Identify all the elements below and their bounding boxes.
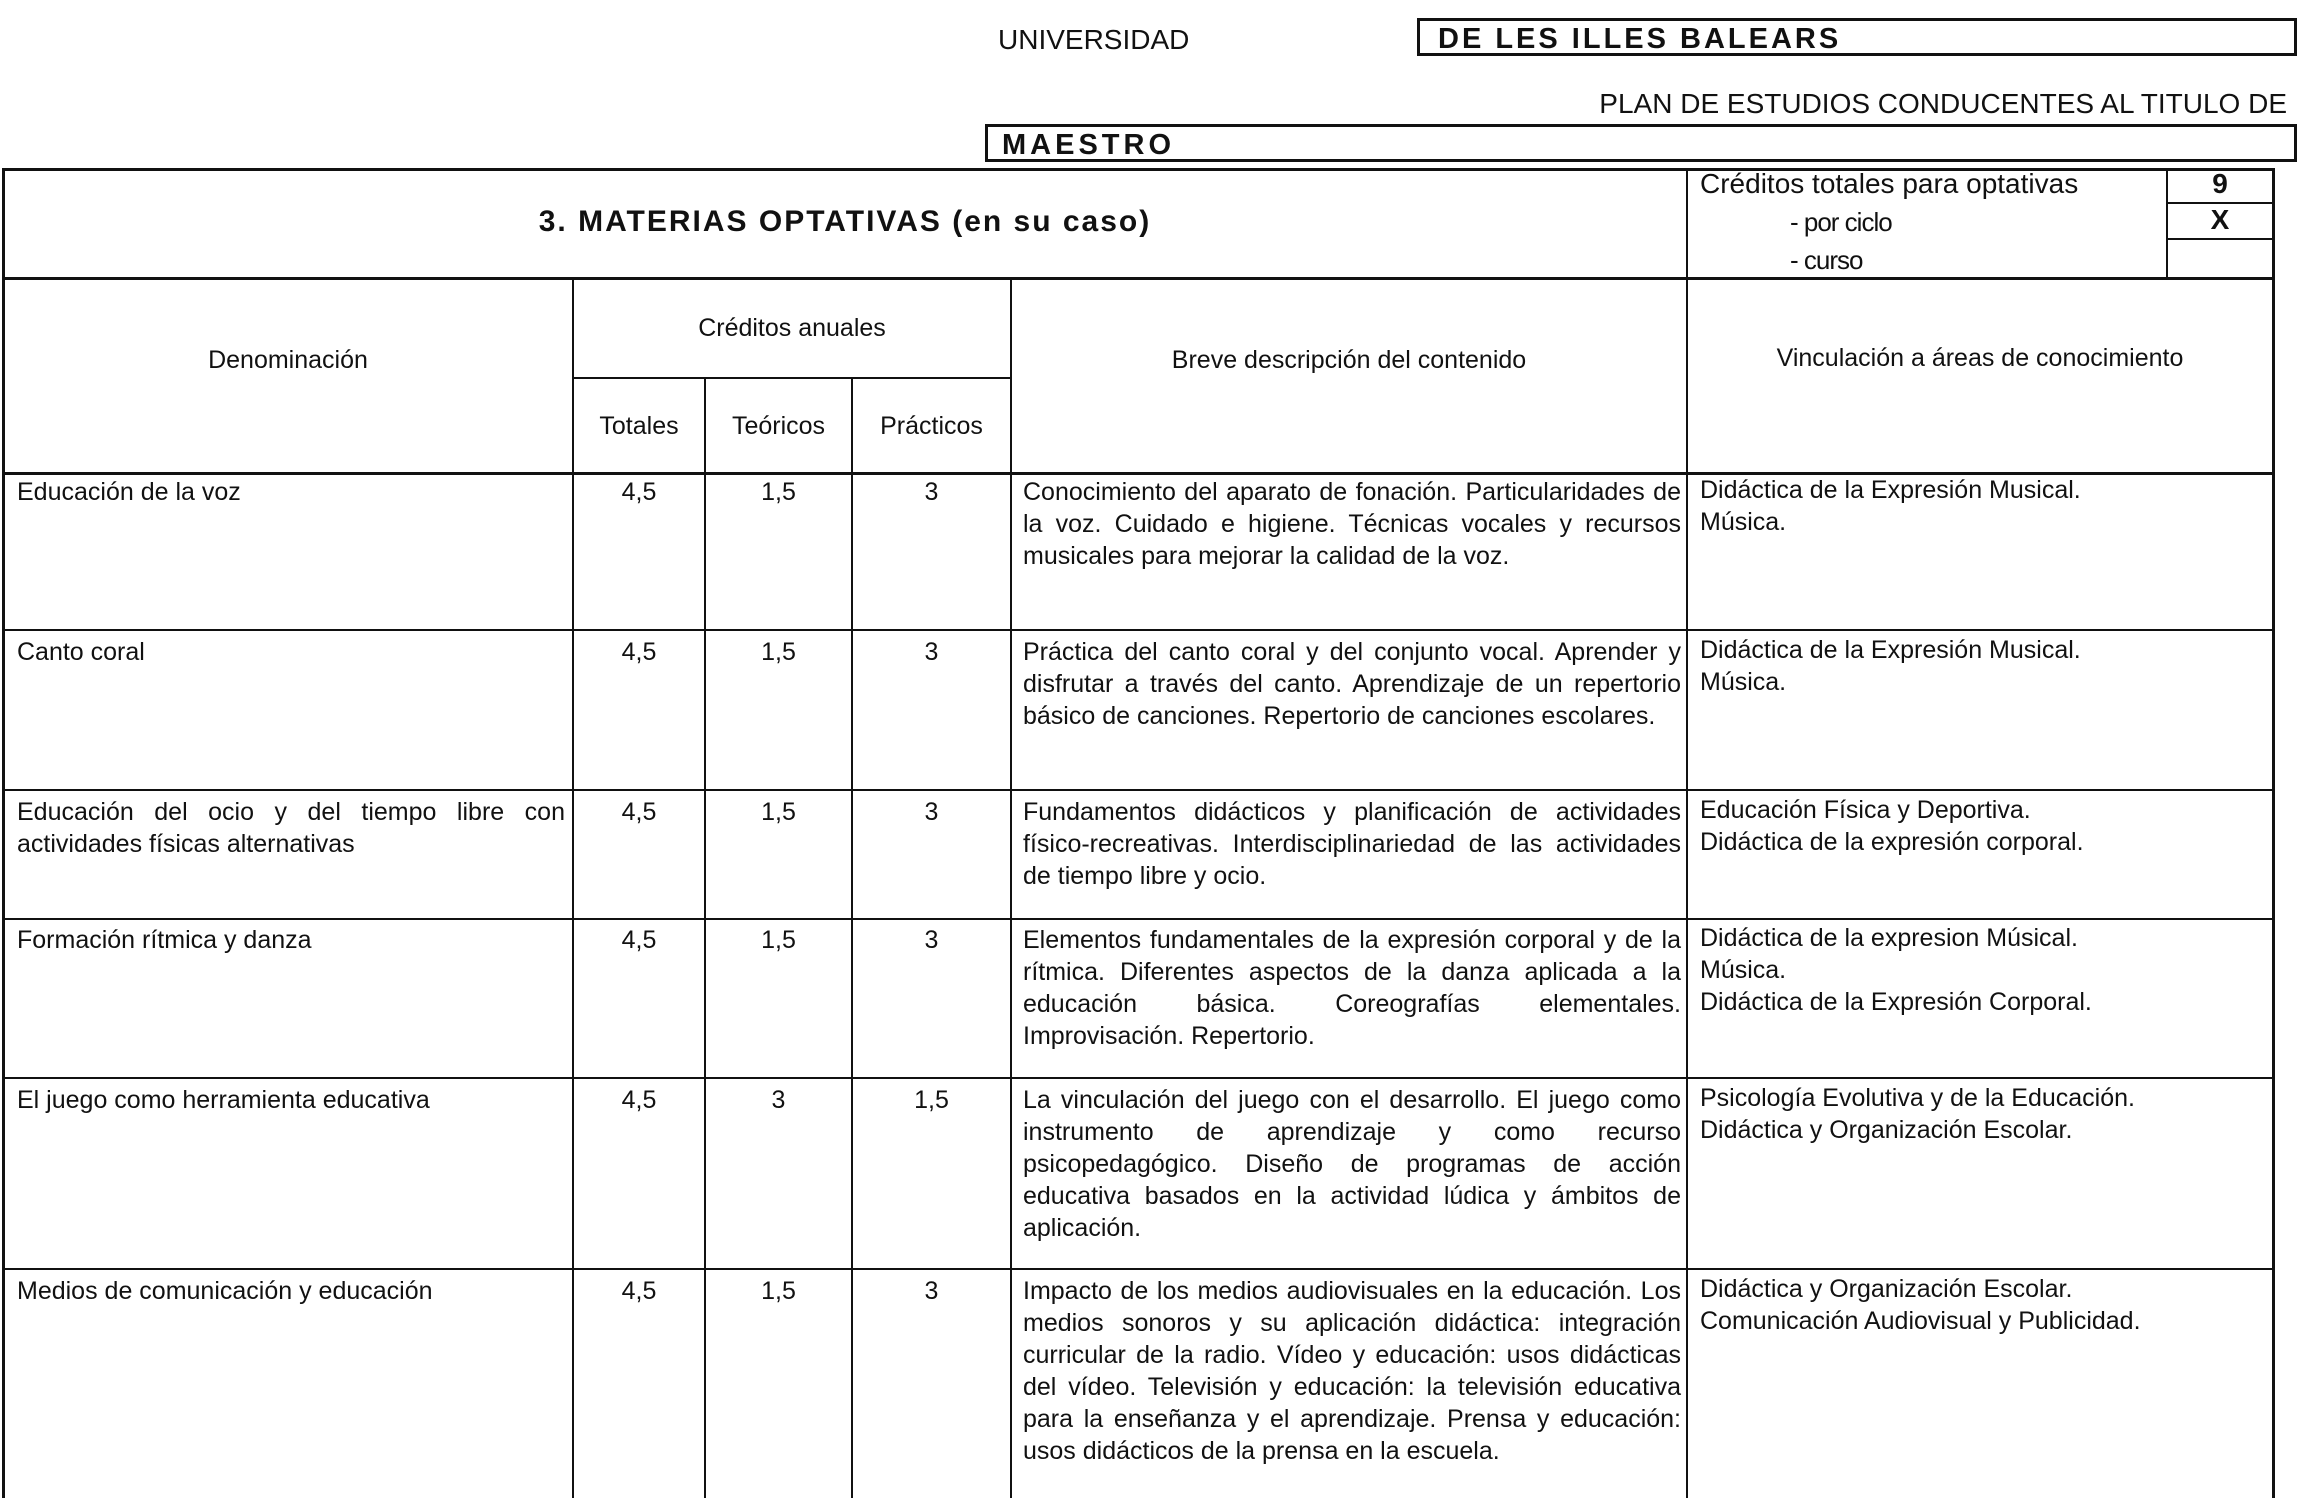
row-area: Didáctica de la expresion Músical. xyxy=(1700,924,2078,952)
row-description: Conocimiento del aparato de fonación. Particularidades de la voz. Cuidado e higiene. Técnicas vocales y recursos musicales para mejorar la calidad de la voz. xyxy=(1023,478,1681,570)
row-area: Didáctica de la Expresión Musical. xyxy=(1700,476,2081,504)
row-description: Práctica del canto coral y del conjunto vocal. Aprender y disfrutar a través del canto. Aprendizaje de un repertorio básico de canciones. Repertorio de canciones escolares. xyxy=(1023,638,1681,730)
col-header-denominacion: Denominación xyxy=(208,346,368,374)
row-teoricos: 1,5 xyxy=(761,1277,796,1305)
row-practicos: 3 xyxy=(924,798,939,826)
curso-label: - curso xyxy=(1790,245,1863,275)
row-area: Didáctica de la Expresión Corporal. xyxy=(1700,988,2092,1016)
row-description: Impacto de los medios audiovisuales en la educación. Los medios sonoros y su aplicación didáctica: integración curricular de la radio. Vídeo y educación: usos didácticas del vídeo. Televisión y educación: la televisión educativa para la enseñanza y el aprendizaje. Prensa y educación: usos didácticos de la prensa en la escuela. xyxy=(1023,1277,1681,1465)
row-totales: 4,5 xyxy=(621,478,657,506)
row-area: Música. xyxy=(1700,956,1787,984)
row-totales: 4,5 xyxy=(621,1086,657,1114)
credits-total-value: 9 xyxy=(2212,168,2228,199)
row-name: Educación de la voz xyxy=(17,478,241,506)
plan-heading: PLAN DE ESTUDIOS CONDUCENTES AL TITULO DE xyxy=(1599,88,2287,119)
row-teoricos: 1,5 xyxy=(761,478,796,506)
col-header-totales: Totales xyxy=(599,412,679,440)
row-teoricos: 1,5 xyxy=(761,926,796,954)
section-title: 3. MATERIAS OPTATIVAS (en su caso) xyxy=(538,205,1152,238)
row-name: Canto coral xyxy=(17,638,145,666)
row-description: La vinculación del juego con el desarrollo. El juego como instrumento de aprendizaje y como recurso psicopedagógico. Diseño de programas de acción educativa basados en la actividad lúdica y ámbitos de aplicación. xyxy=(1023,1086,1681,1242)
row-practicos: 3 xyxy=(924,638,939,666)
row-name: Educación del ocio y del tiempo libre con actividades físicas alternativas xyxy=(17,798,565,858)
row-teoricos: 3 xyxy=(771,1086,786,1114)
header-universidad: UNIVERSIDAD xyxy=(998,24,1190,55)
row-area: Didáctica y Organización Escolar. xyxy=(1700,1116,2073,1144)
row-area: Música. xyxy=(1700,508,1787,536)
credits-total-label: Créditos totales para optativas xyxy=(1700,168,2079,199)
row-area: Didáctica de la Expresión Musical. xyxy=(1700,636,2081,664)
col-header-descripcion: Breve descripción del contenido xyxy=(1171,346,1527,374)
row-teoricos: 1,5 xyxy=(761,798,796,826)
row-totales: 4,5 xyxy=(621,638,657,666)
row-area: Música. xyxy=(1700,668,1787,696)
row-name: Formación rítmica y danza xyxy=(17,926,312,954)
por-ciclo-label: - por ciclo xyxy=(1790,207,1892,237)
row-totales: 4,5 xyxy=(621,798,657,826)
row-description: Fundamentos didácticos y planificación de actividades físico-recreativas. Interdisciplinariedad de las actividades de tiempo libre y ocio. xyxy=(1023,798,1681,890)
row-description: Elementos fundamentales de la expresión corporal y de la rítmica. Diferentes aspectos de la danza aplicada a la educación básica. Coreografías elementales. Improvisación. Repertorio. xyxy=(1023,926,1681,1050)
row-name: El juego como herramienta educativa xyxy=(17,1086,430,1114)
row-practicos: 3 xyxy=(924,478,939,506)
row-name: Medios de comunicación y educación xyxy=(17,1277,433,1305)
col-header-practicos: Prácticos xyxy=(880,412,983,440)
row-practicos: 3 xyxy=(924,926,939,954)
row-area: Educación Física y Deportiva. xyxy=(1700,796,2031,824)
row-teoricos: 1,5 xyxy=(761,638,796,666)
row-practicos: 3 xyxy=(924,1277,939,1305)
row-totales: 4,5 xyxy=(621,926,657,954)
col-header-vinculacion: Vinculación a áreas de conocimiento xyxy=(1776,344,2184,372)
row-area: Didáctica de la expresión corporal. xyxy=(1700,828,2084,856)
row-totales: 4,5 xyxy=(621,1277,657,1305)
university-name-box: DE LES ILLES BALEARS xyxy=(1417,18,2297,56)
row-area: Didáctica y Organización Escolar. xyxy=(1700,1275,2073,1303)
col-header-teoricos: Teóricos xyxy=(731,412,826,440)
title-name-box: MAESTRO xyxy=(985,124,2297,162)
row-area: Psicología Evolutiva y de la Educación. xyxy=(1700,1084,2135,1112)
row-practicos: 1,5 xyxy=(914,1086,949,1114)
por-ciclo-value: X xyxy=(2210,204,2230,235)
col-header-creditos: Créditos anuales xyxy=(698,314,886,342)
row-area: Comunicación Audiovisual y Publicidad. xyxy=(1700,1307,2141,1335)
